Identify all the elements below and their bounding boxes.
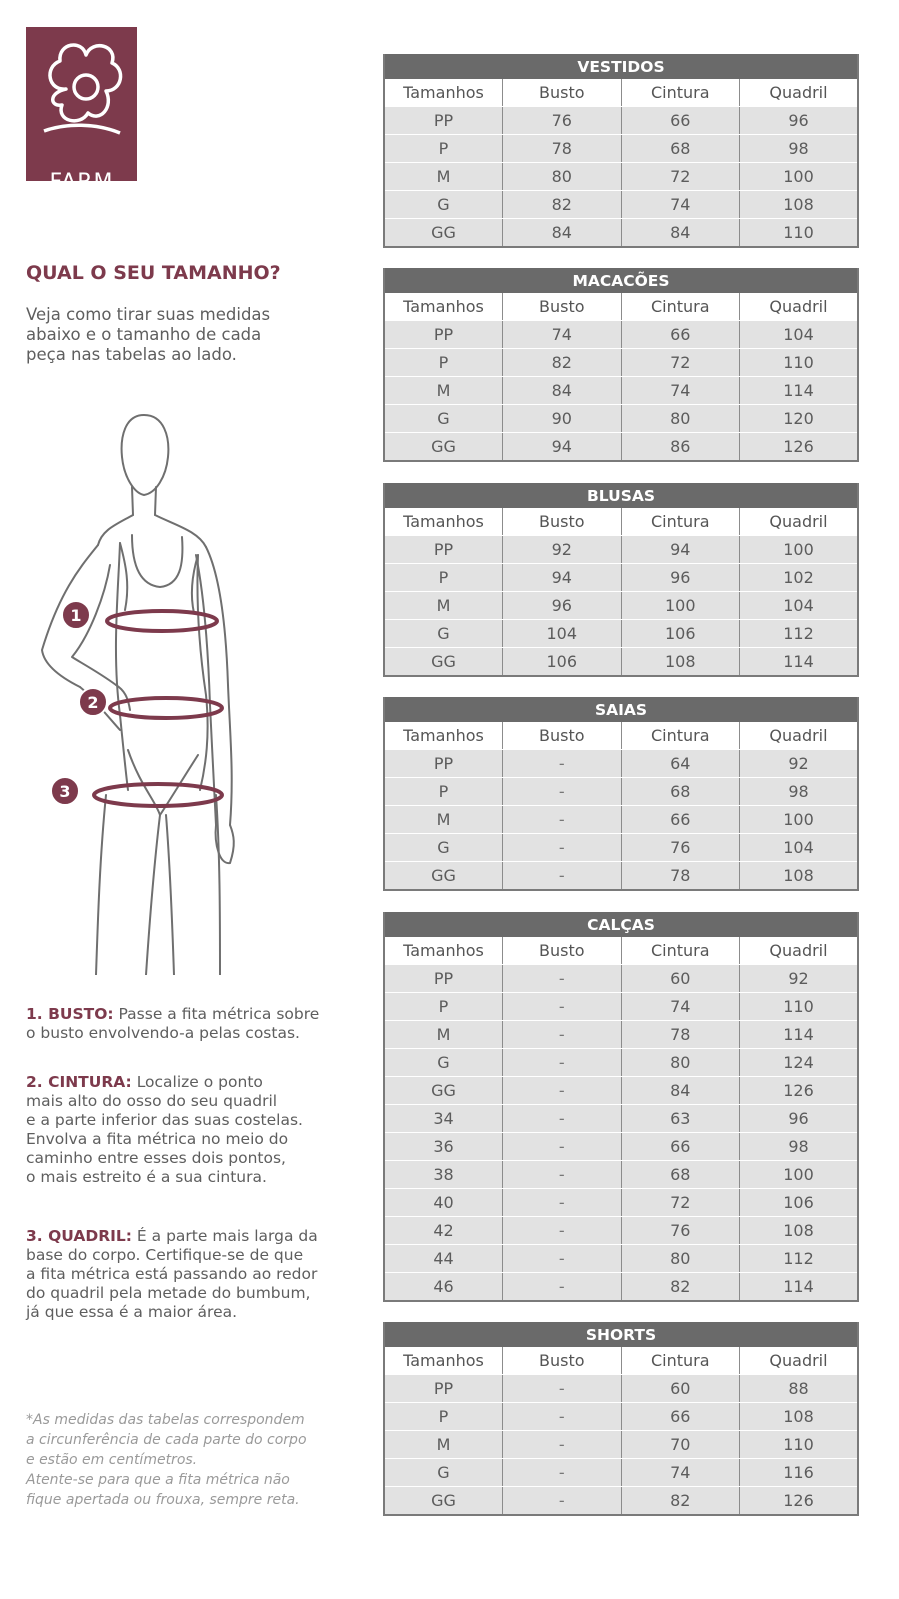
- column-header: Cintura: [621, 79, 740, 107]
- column-header: Busto: [503, 293, 622, 321]
- table-cell: 80: [503, 163, 622, 191]
- table-cell: GG: [384, 1487, 503, 1516]
- table-cell: 98: [740, 1133, 859, 1161]
- column-header: Tamanhos: [384, 1347, 503, 1375]
- table-cell: 114: [740, 648, 859, 677]
- table-row: [384, 349, 858, 377]
- table-row: [384, 806, 858, 834]
- table-cell: 40: [384, 1189, 503, 1217]
- column-header: Quadril: [740, 937, 859, 965]
- table-cell: 82: [503, 349, 622, 377]
- table-cell: G: [384, 1459, 503, 1487]
- table-cell: 100: [740, 163, 859, 191]
- table-cell: 78: [621, 1021, 740, 1049]
- table-cell: 80: [621, 1245, 740, 1273]
- table-cell: -: [503, 1049, 622, 1077]
- table-cell: P: [384, 349, 503, 377]
- table-row: [384, 135, 858, 163]
- table-cell: P: [384, 1403, 503, 1431]
- table-cell: PP: [384, 107, 503, 135]
- svg-text:3: 3: [59, 782, 71, 801]
- table-cell: 74: [621, 1459, 740, 1487]
- size-table-calças: [383, 912, 859, 1302]
- table-cell: 108: [740, 1403, 859, 1431]
- instruction-label: 2. CINTURA:: [26, 1073, 132, 1091]
- table-cell: PP: [384, 536, 503, 564]
- table-row: [384, 1431, 858, 1459]
- table-cell: PP: [384, 321, 503, 349]
- table-row: [384, 1133, 858, 1161]
- table-row: [384, 1245, 858, 1273]
- table-cell: G: [384, 191, 503, 219]
- table-cell: -: [503, 862, 622, 891]
- table-cell: P: [384, 993, 503, 1021]
- table-cell: 78: [621, 862, 740, 891]
- table-cell: 72: [621, 163, 740, 191]
- table-cell: 98: [740, 135, 859, 163]
- table-cell: 68: [621, 1161, 740, 1189]
- column-header: Quadril: [740, 79, 859, 107]
- flower-logo-icon: [26, 27, 137, 181]
- table-cell: 86: [621, 433, 740, 462]
- table-cell: 78: [503, 135, 622, 163]
- table-cell: PP: [384, 750, 503, 778]
- table-cell: -: [503, 806, 622, 834]
- table-row: [384, 163, 858, 191]
- table-cell: 120: [740, 405, 859, 433]
- table-title: MACACÕES: [384, 269, 858, 294]
- table-cell: -: [503, 778, 622, 806]
- table-cell: 124: [740, 1049, 859, 1077]
- table-cell: 126: [740, 433, 859, 462]
- table-cell: 104: [740, 321, 859, 349]
- column-header: Tamanhos: [384, 79, 503, 107]
- table-row: [384, 1049, 858, 1077]
- table-cell: 126: [740, 1077, 859, 1105]
- table-cell: -: [503, 750, 622, 778]
- column-header: Tamanhos: [384, 293, 503, 321]
- table-cell: 96: [740, 1105, 859, 1133]
- table-cell: 38: [384, 1161, 503, 1189]
- table-row: [384, 620, 858, 648]
- table-cell: 100: [621, 592, 740, 620]
- instruction-label: 3. QUADRIL:: [26, 1227, 132, 1245]
- measure-marker-2: [79, 688, 107, 716]
- intro-line: peça nas tabelas ao lado.: [26, 345, 237, 364]
- column-header: Busto: [503, 508, 622, 536]
- table-cell: 76: [503, 107, 622, 135]
- table-cell: PP: [384, 1375, 503, 1403]
- table-cell: GG: [384, 1077, 503, 1105]
- table-cell: -: [503, 1487, 622, 1516]
- table-cell: P: [384, 778, 503, 806]
- table-row: [384, 191, 858, 219]
- table-cell: -: [503, 1189, 622, 1217]
- table-cell: 110: [740, 1431, 859, 1459]
- instruction-busto: 1. BUSTO: Passe a fita métrica sobre o busto envolvendo-a pelas costas.: [26, 1005, 320, 1042]
- table-cell: 114: [740, 1273, 859, 1302]
- table-cell: 104: [503, 620, 622, 648]
- table-cell: M: [384, 592, 503, 620]
- table-cell: 60: [621, 1375, 740, 1403]
- table-header-row: [384, 1347, 858, 1375]
- column-header: Quadril: [740, 293, 859, 321]
- table-header-row: [384, 293, 858, 321]
- table-row: [384, 1375, 858, 1403]
- table-header-row: [384, 937, 858, 965]
- table-row: [384, 1273, 858, 1302]
- table-cell: 98: [740, 778, 859, 806]
- table-row: [384, 321, 858, 349]
- table-cell: 108: [740, 862, 859, 891]
- svg-text:2: 2: [87, 693, 99, 712]
- table-cell: 74: [503, 321, 622, 349]
- measure-marker-3: [51, 777, 79, 805]
- table-cell: 64: [621, 750, 740, 778]
- column-header: Cintura: [621, 722, 740, 750]
- table-cell: 100: [740, 1161, 859, 1189]
- table-cell: 108: [740, 191, 859, 219]
- instruction-quadril: 3. QUADRIL: É a parte mais larga da base do corpo. Certifique-se de que a fita métrica está passando ao redor do quadril pela metade do bumbum, já que essa é a maior área.: [26, 1227, 318, 1321]
- table-row: [384, 965, 858, 993]
- column-header: Cintura: [621, 937, 740, 965]
- table-cell: 66: [621, 1133, 740, 1161]
- table-cell: 106: [503, 648, 622, 677]
- table-row: [384, 1403, 858, 1431]
- instruction-label: 1. BUSTO:: [26, 1005, 114, 1023]
- table-cell: 94: [503, 564, 622, 592]
- table-cell: P: [384, 564, 503, 592]
- table-cell: 36: [384, 1133, 503, 1161]
- table-cell: GG: [384, 862, 503, 891]
- table-cell: 126: [740, 1487, 859, 1516]
- size-table-macacões: [383, 268, 859, 462]
- table-cell: -: [503, 1431, 622, 1459]
- table-row: [384, 834, 858, 862]
- size-table-vestidos: [383, 54, 859, 248]
- table-cell: 96: [503, 592, 622, 620]
- table-cell: 84: [621, 1077, 740, 1105]
- table-cell: 94: [621, 536, 740, 564]
- table-row: [384, 750, 858, 778]
- table-cell: 108: [740, 1217, 859, 1245]
- column-header: Tamanhos: [384, 508, 503, 536]
- table-cell: 106: [621, 620, 740, 648]
- table-row: [384, 1459, 858, 1487]
- table-title: VESTIDOS: [384, 55, 858, 80]
- column-header: Busto: [503, 1347, 622, 1375]
- table-cell: 80: [621, 1049, 740, 1077]
- table-cell: 66: [621, 321, 740, 349]
- table-row: [384, 862, 858, 891]
- table-title: BLUSAS: [384, 484, 858, 509]
- size-table-blusas: [383, 483, 859, 677]
- table-cell: 34: [384, 1105, 503, 1133]
- table-cell: 44: [384, 1245, 503, 1273]
- table-cell: 46: [384, 1273, 503, 1302]
- table-row: [384, 1217, 858, 1245]
- table-cell: 68: [621, 135, 740, 163]
- table-row: [384, 592, 858, 620]
- table-cell: GG: [384, 219, 503, 248]
- table-cell: GG: [384, 433, 503, 462]
- table-cell: 108: [621, 648, 740, 677]
- table-cell: 66: [621, 107, 740, 135]
- column-header: Quadril: [740, 722, 859, 750]
- table-cell: 84: [503, 219, 622, 248]
- column-header: Busto: [503, 722, 622, 750]
- table-cell: 82: [621, 1273, 740, 1302]
- table-cell: 88: [740, 1375, 859, 1403]
- table-cell: -: [503, 1077, 622, 1105]
- column-header: Tamanhos: [384, 937, 503, 965]
- brand-name: FARM: [49, 170, 114, 195]
- table-row: [384, 1105, 858, 1133]
- table-cell: 104: [740, 592, 859, 620]
- table-cell: 76: [621, 1217, 740, 1245]
- table-cell: 72: [621, 349, 740, 377]
- table-title: SHORTS: [384, 1323, 858, 1348]
- table-cell: -: [503, 1459, 622, 1487]
- table-cell: G: [384, 834, 503, 862]
- instruction-cintura: 2. CINTURA: Localize o ponto mais alto do osso do seu quadril e a parte inferior das suas costelas. Envolva a fita métrica no meio do caminho entre esses dois pontos, o mais estreito é a sua cintura.: [26, 1073, 303, 1186]
- table-header-row: [384, 508, 858, 536]
- table-cell: G: [384, 405, 503, 433]
- table-cell: 90: [503, 405, 622, 433]
- table-cell: GG: [384, 648, 503, 677]
- table-row: [384, 433, 858, 462]
- table-row: [384, 1077, 858, 1105]
- table-cell: 96: [740, 107, 859, 135]
- table-cell: 42: [384, 1217, 503, 1245]
- column-header: Quadril: [740, 1347, 859, 1375]
- table-cell: -: [503, 1403, 622, 1431]
- page-title: QUAL O SEU TAMANHO?: [26, 262, 281, 284]
- table-row: [384, 1487, 858, 1516]
- table-cell: 82: [621, 1487, 740, 1516]
- table-header-row: [384, 722, 858, 750]
- table-cell: -: [503, 1245, 622, 1273]
- body-outline-icon: [20, 395, 300, 975]
- table-cell: 110: [740, 993, 859, 1021]
- column-header: Cintura: [621, 293, 740, 321]
- table-cell: -: [503, 965, 622, 993]
- table-row: [384, 405, 858, 433]
- table-title: CALÇAS: [384, 913, 858, 938]
- table-cell: -: [503, 1021, 622, 1049]
- footnote: *As medidas das tabelas correspondem a circunferência de cada parte do corpo e estão em centímetros. Atente-se para que a fita métrica não fique apertada ou frouxa, sempre reta.: [26, 1412, 307, 1508]
- table-cell: 106: [740, 1189, 859, 1217]
- intro-line: Veja como tirar suas medidas: [26, 305, 271, 324]
- size-table-saias: [383, 697, 859, 891]
- table-title: SAIAS: [384, 698, 858, 723]
- table-cell: -: [503, 1105, 622, 1133]
- column-header: Cintura: [621, 1347, 740, 1375]
- table-row: [384, 536, 858, 564]
- table-cell: M: [384, 806, 503, 834]
- table-row: [384, 1021, 858, 1049]
- table-cell: 100: [740, 536, 859, 564]
- table-cell: 66: [621, 806, 740, 834]
- table-row: [384, 778, 858, 806]
- measure-marker-1: [62, 601, 90, 629]
- table-cell: 84: [621, 219, 740, 248]
- table-cell: -: [503, 1375, 622, 1403]
- svg-text:1: 1: [70, 606, 82, 625]
- table-cell: 92: [740, 750, 859, 778]
- table-cell: M: [384, 1431, 503, 1459]
- table-cell: 110: [740, 349, 859, 377]
- table-cell: 110: [740, 219, 859, 248]
- table-cell: 68: [621, 778, 740, 806]
- intro-text: [26, 305, 336, 365]
- column-header: Busto: [503, 79, 622, 107]
- table-cell: 72: [621, 1189, 740, 1217]
- table-cell: 76: [621, 834, 740, 862]
- table-cell: 116: [740, 1459, 859, 1487]
- table-header-row: [384, 79, 858, 107]
- table-cell: 60: [621, 965, 740, 993]
- table-cell: G: [384, 620, 503, 648]
- size-table-shorts: [383, 1322, 859, 1516]
- table-cell: -: [503, 1133, 622, 1161]
- table-row: [384, 219, 858, 248]
- table-cell: 74: [621, 993, 740, 1021]
- table-cell: P: [384, 135, 503, 163]
- table-cell: 80: [621, 405, 740, 433]
- table-cell: 84: [503, 377, 622, 405]
- table-cell: M: [384, 1021, 503, 1049]
- table-cell: 82: [503, 191, 622, 219]
- table-cell: 112: [740, 1245, 859, 1273]
- table-row: [384, 564, 858, 592]
- table-cell: 96: [621, 564, 740, 592]
- table-cell: M: [384, 163, 503, 191]
- table-row: [384, 377, 858, 405]
- table-cell: -: [503, 1217, 622, 1245]
- table-cell: -: [503, 993, 622, 1021]
- table-cell: 102: [740, 564, 859, 592]
- intro-line: abaixo e o tamanho de cada: [26, 325, 262, 344]
- table-cell: G: [384, 1049, 503, 1077]
- table-cell: PP: [384, 965, 503, 993]
- table-cell: 114: [740, 377, 859, 405]
- table-row: [384, 1189, 858, 1217]
- column-header: Quadril: [740, 508, 859, 536]
- table-cell: 100: [740, 806, 859, 834]
- table-cell: M: [384, 377, 503, 405]
- brand-logo: [26, 27, 137, 195]
- table-cell: 112: [740, 620, 859, 648]
- table-cell: 63: [621, 1105, 740, 1133]
- table-cell: 114: [740, 1021, 859, 1049]
- table-cell: 92: [503, 536, 622, 564]
- column-header: Cintura: [621, 508, 740, 536]
- table-cell: 74: [621, 191, 740, 219]
- table-row: [384, 1161, 858, 1189]
- table-cell: -: [503, 1273, 622, 1302]
- table-cell: 70: [621, 1431, 740, 1459]
- table-cell: -: [503, 834, 622, 862]
- column-header: Tamanhos: [384, 722, 503, 750]
- column-header: Busto: [503, 937, 622, 965]
- table-cell: 74: [621, 377, 740, 405]
- table-cell: 104: [740, 834, 859, 862]
- table-cell: 94: [503, 433, 622, 462]
- table-row: [384, 993, 858, 1021]
- table-cell: -: [503, 1161, 622, 1189]
- table-row: [384, 648, 858, 677]
- table-cell: 92: [740, 965, 859, 993]
- table-cell: 66: [621, 1403, 740, 1431]
- table-row: [384, 107, 858, 135]
